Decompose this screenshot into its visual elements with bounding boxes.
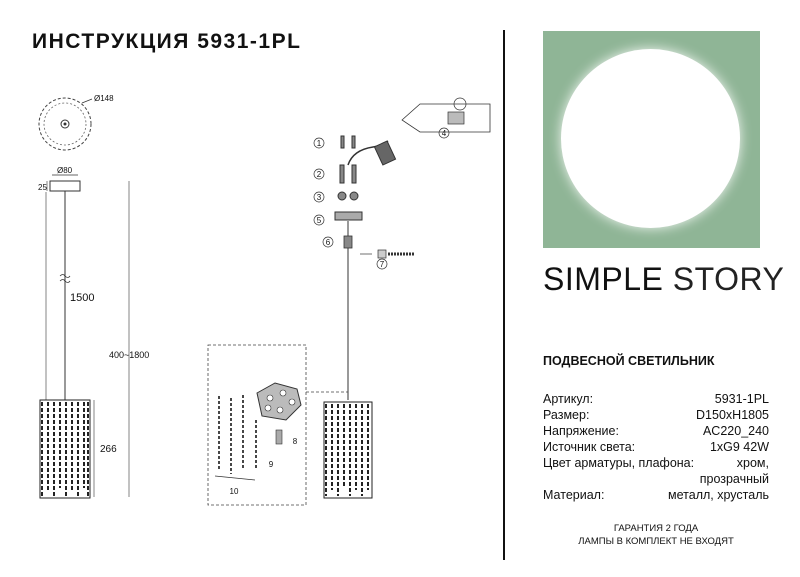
step-3-label: 3: [316, 193, 322, 202]
spec-label: Источник света:: [543, 440, 636, 454]
total-height-label: 400~1800: [109, 350, 150, 360]
warranty-text: ГАРАНТИЯ 2 ГОДА: [613, 523, 699, 534]
assembly-diagram: [208, 98, 490, 505]
spec-value: хром,: [736, 456, 769, 470]
step-10-label: 10: [229, 487, 239, 496]
brand-name: [543, 261, 784, 298]
brand-logo-circle: [561, 49, 740, 228]
step-7-label: 7: [379, 260, 385, 269]
side-view-diagram: [38, 166, 149, 498]
cable-length-label: 1500: [70, 292, 95, 304]
step-9-label: 9: [268, 460, 274, 469]
spec-value: 1xG9 42W: [709, 440, 769, 454]
spec-value: D150xH1805: [696, 408, 769, 422]
spec-row-size: [543, 407, 769, 423]
spec-row-article: [543, 391, 769, 407]
spec-label: Цвет арматуры, плафона:: [543, 456, 695, 470]
product-type: ПОДВЕСНОЙ СВЕТИЛЬНИК: [543, 354, 715, 368]
spec-row-voltage: [543, 423, 769, 439]
step-4-label: 4: [441, 129, 447, 138]
spec-label: Напряжение:: [543, 424, 619, 438]
step-2-label: 2: [316, 170, 322, 179]
spec-value: AC220_240: [702, 424, 769, 438]
lamps-note: ЛАМПЫ В КОМПЛЕКТ НЕ ВХОДЯТ: [578, 536, 734, 547]
diameter-80-label: Ø80: [57, 166, 73, 175]
spec-label: Артикул:: [543, 392, 594, 406]
footer-notes: [543, 522, 769, 548]
spec-value: прозрачный: [699, 472, 769, 486]
spec-row-light-source: [543, 439, 769, 455]
specs-table: [543, 391, 769, 503]
spec-value: 5931-1PL: [714, 392, 769, 406]
step-5-label: 5: [316, 216, 322, 225]
diameter-148-label: Ø148: [94, 94, 114, 103]
shade-height-label: 266: [100, 444, 117, 455]
spec-value: металл, хрусталь: [668, 488, 769, 502]
brand-name-part1: SIMPLE: [543, 261, 664, 297]
canopy-height-label: 25: [38, 183, 47, 192]
step-1-label: 1: [316, 139, 322, 148]
spec-row-material: [543, 487, 769, 503]
spec-row-color-cont: [543, 471, 769, 487]
step-6-label: 6: [325, 238, 331, 247]
spec-label: Материал:: [543, 488, 605, 502]
spec-row-color: [543, 455, 769, 471]
brand-name-part2: STORY: [672, 261, 785, 297]
vertical-divider: [503, 30, 505, 560]
spec-label: Размер:: [543, 408, 590, 422]
step-8-label: 8: [292, 437, 298, 446]
page-title: ИНСТРУКЦИЯ 5931-1PL: [32, 30, 302, 53]
top-view-diagram: [39, 94, 114, 150]
